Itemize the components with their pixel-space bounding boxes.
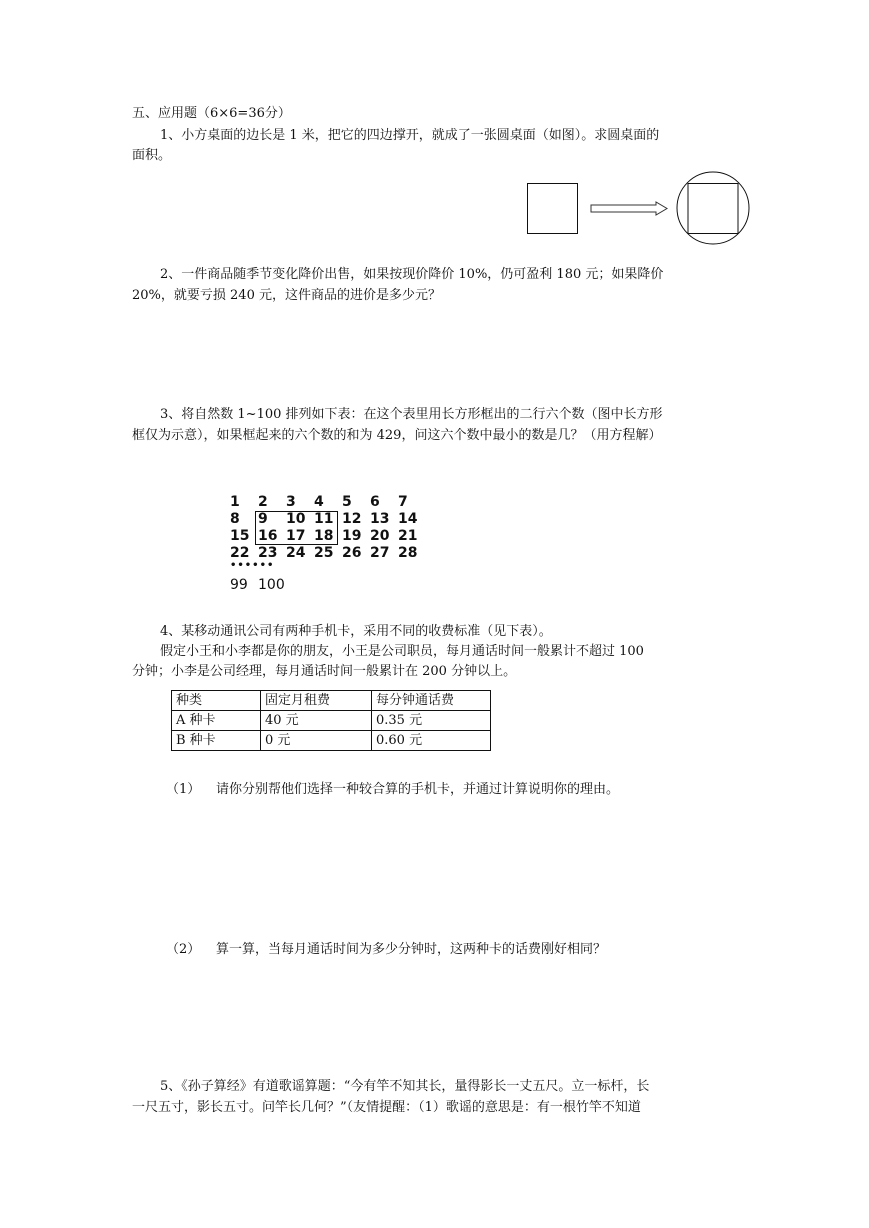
grid-cell: 12 bbox=[342, 511, 362, 527]
q2-line2: 20%，就要亏损 240 元，这件商品的进价是多少元？ bbox=[132, 288, 441, 303]
grid-cell: 18 bbox=[314, 528, 334, 544]
grid-cell: 19 bbox=[342, 528, 362, 544]
q4-sub1-text: 请你分别帮他们选择一种较合算的手机卡，并通过计算说明你的理由。 bbox=[216, 782, 620, 797]
grid-cell: 1 bbox=[230, 494, 240, 510]
q2-line1: 2、一件商品随季节变化降价出售，如果按现价降价 10%，仍可盈利 180 元；如果降价 bbox=[160, 267, 664, 282]
transform-arrow-icon bbox=[591, 202, 667, 215]
grid-cell: 24 bbox=[286, 545, 306, 561]
q5-line1: 5、《孙子算经》有道歌谣算题：“今有竿不知其长，量得影长一丈五尺。立一标杆，长 bbox=[160, 1079, 650, 1094]
grid-cell: 20 bbox=[370, 528, 390, 544]
table-row bbox=[172, 731, 491, 751]
table-cell: B 种卡 bbox=[172, 731, 261, 751]
grid-cell: 4 bbox=[314, 494, 324, 510]
q4-sub1-number: （1） bbox=[166, 782, 201, 797]
q3-line1: 3、将自然数 1~100 排列如下表：在这个表里用长方形框出的二行六个数（图中长方形 bbox=[160, 407, 663, 422]
q1-line1: 1、小方桌面的边长是 1 米，把它的四边撑开，就成了一张圆桌面（如图）。求圆桌面的 bbox=[160, 128, 660, 143]
table-cell: 0 元 bbox=[261, 731, 372, 751]
table-row bbox=[172, 711, 491, 731]
grid-cell: 17 bbox=[286, 528, 306, 544]
grid-cell: 23 bbox=[258, 545, 278, 561]
table-cell: 40 元 bbox=[261, 711, 372, 731]
q3-line2: 框仅为示意），如果框起来的六个数的和为 429，问这六个数中最小的数是几？（用方程解） bbox=[132, 428, 662, 443]
table-header: 每分钟通话费 bbox=[372, 691, 491, 711]
grid-cell: 26 bbox=[342, 545, 362, 561]
grid-cell: 10 bbox=[286, 511, 306, 527]
section-title: 五、应用题（6×6=36分） bbox=[132, 106, 291, 121]
grid-cell: 15 bbox=[230, 528, 250, 544]
q4-sub2-text: 算一算，当每月通话时间为多少分钟时，这两种卡的话费刚好相同？ bbox=[216, 942, 607, 957]
grid-cell: 9 bbox=[258, 511, 268, 527]
grid-cell: 14 bbox=[398, 511, 418, 527]
table-cell: A 种卡 bbox=[172, 711, 261, 731]
grid-cell: 99 bbox=[230, 577, 248, 593]
grid-cell: 27 bbox=[370, 545, 390, 561]
grid-cell: 25 bbox=[314, 545, 334, 561]
table-header: 固定月租费 bbox=[261, 691, 372, 711]
grid-cell: 5 bbox=[342, 494, 352, 510]
table-cell: 0.35 元 bbox=[372, 711, 491, 731]
grid-cell: 6 bbox=[370, 494, 380, 510]
square-table-shape bbox=[528, 184, 578, 234]
grid-cell: 16 bbox=[258, 528, 278, 544]
table-header-row bbox=[172, 691, 491, 711]
table-header: 种类 bbox=[172, 691, 261, 711]
grid-cell: 13 bbox=[370, 511, 390, 527]
grid-cell: 28 bbox=[398, 545, 418, 561]
grid-cell: 11 bbox=[314, 511, 334, 527]
grid-cell: 8 bbox=[230, 511, 240, 527]
q4-line2: 假定小王和小李都是你的朋友，小王是公司职员，每月通话时间一般累计不超过 100 bbox=[160, 644, 644, 659]
q4-line1: 4、某移动通讯公司有两种手机卡，采用不同的收费标准（见下表）。 bbox=[160, 624, 552, 639]
selection-frame bbox=[255, 511, 338, 545]
grid-cell: 22 bbox=[230, 545, 250, 561]
q1-line2: 面积。 bbox=[132, 148, 172, 163]
table-cell: 0.60 元 bbox=[372, 731, 491, 751]
q4-sub2-number: （2） bbox=[166, 942, 201, 957]
grid-cell: 21 bbox=[398, 528, 418, 544]
q4-line3: 分钟；小李是公司经理，每月通话时间一般累计在 200 分钟以上。 bbox=[132, 664, 517, 679]
grid-cell: 3 bbox=[286, 494, 296, 510]
fee-table bbox=[171, 690, 491, 751]
q5-line2: 一尺五寸，影长五寸。问竿长几何？”（友情提醒：（1）歌谣的意思是：有一根竹竿不知道 bbox=[132, 1100, 641, 1115]
inner-square-shape bbox=[688, 184, 738, 234]
grid-cell: 100 bbox=[258, 577, 285, 593]
grid-ellipsis: •••••• bbox=[230, 560, 275, 571]
grid-cell: 2 bbox=[258, 494, 268, 510]
grid-cell: 7 bbox=[398, 494, 408, 510]
square-to-circle-figure bbox=[520, 168, 760, 246]
